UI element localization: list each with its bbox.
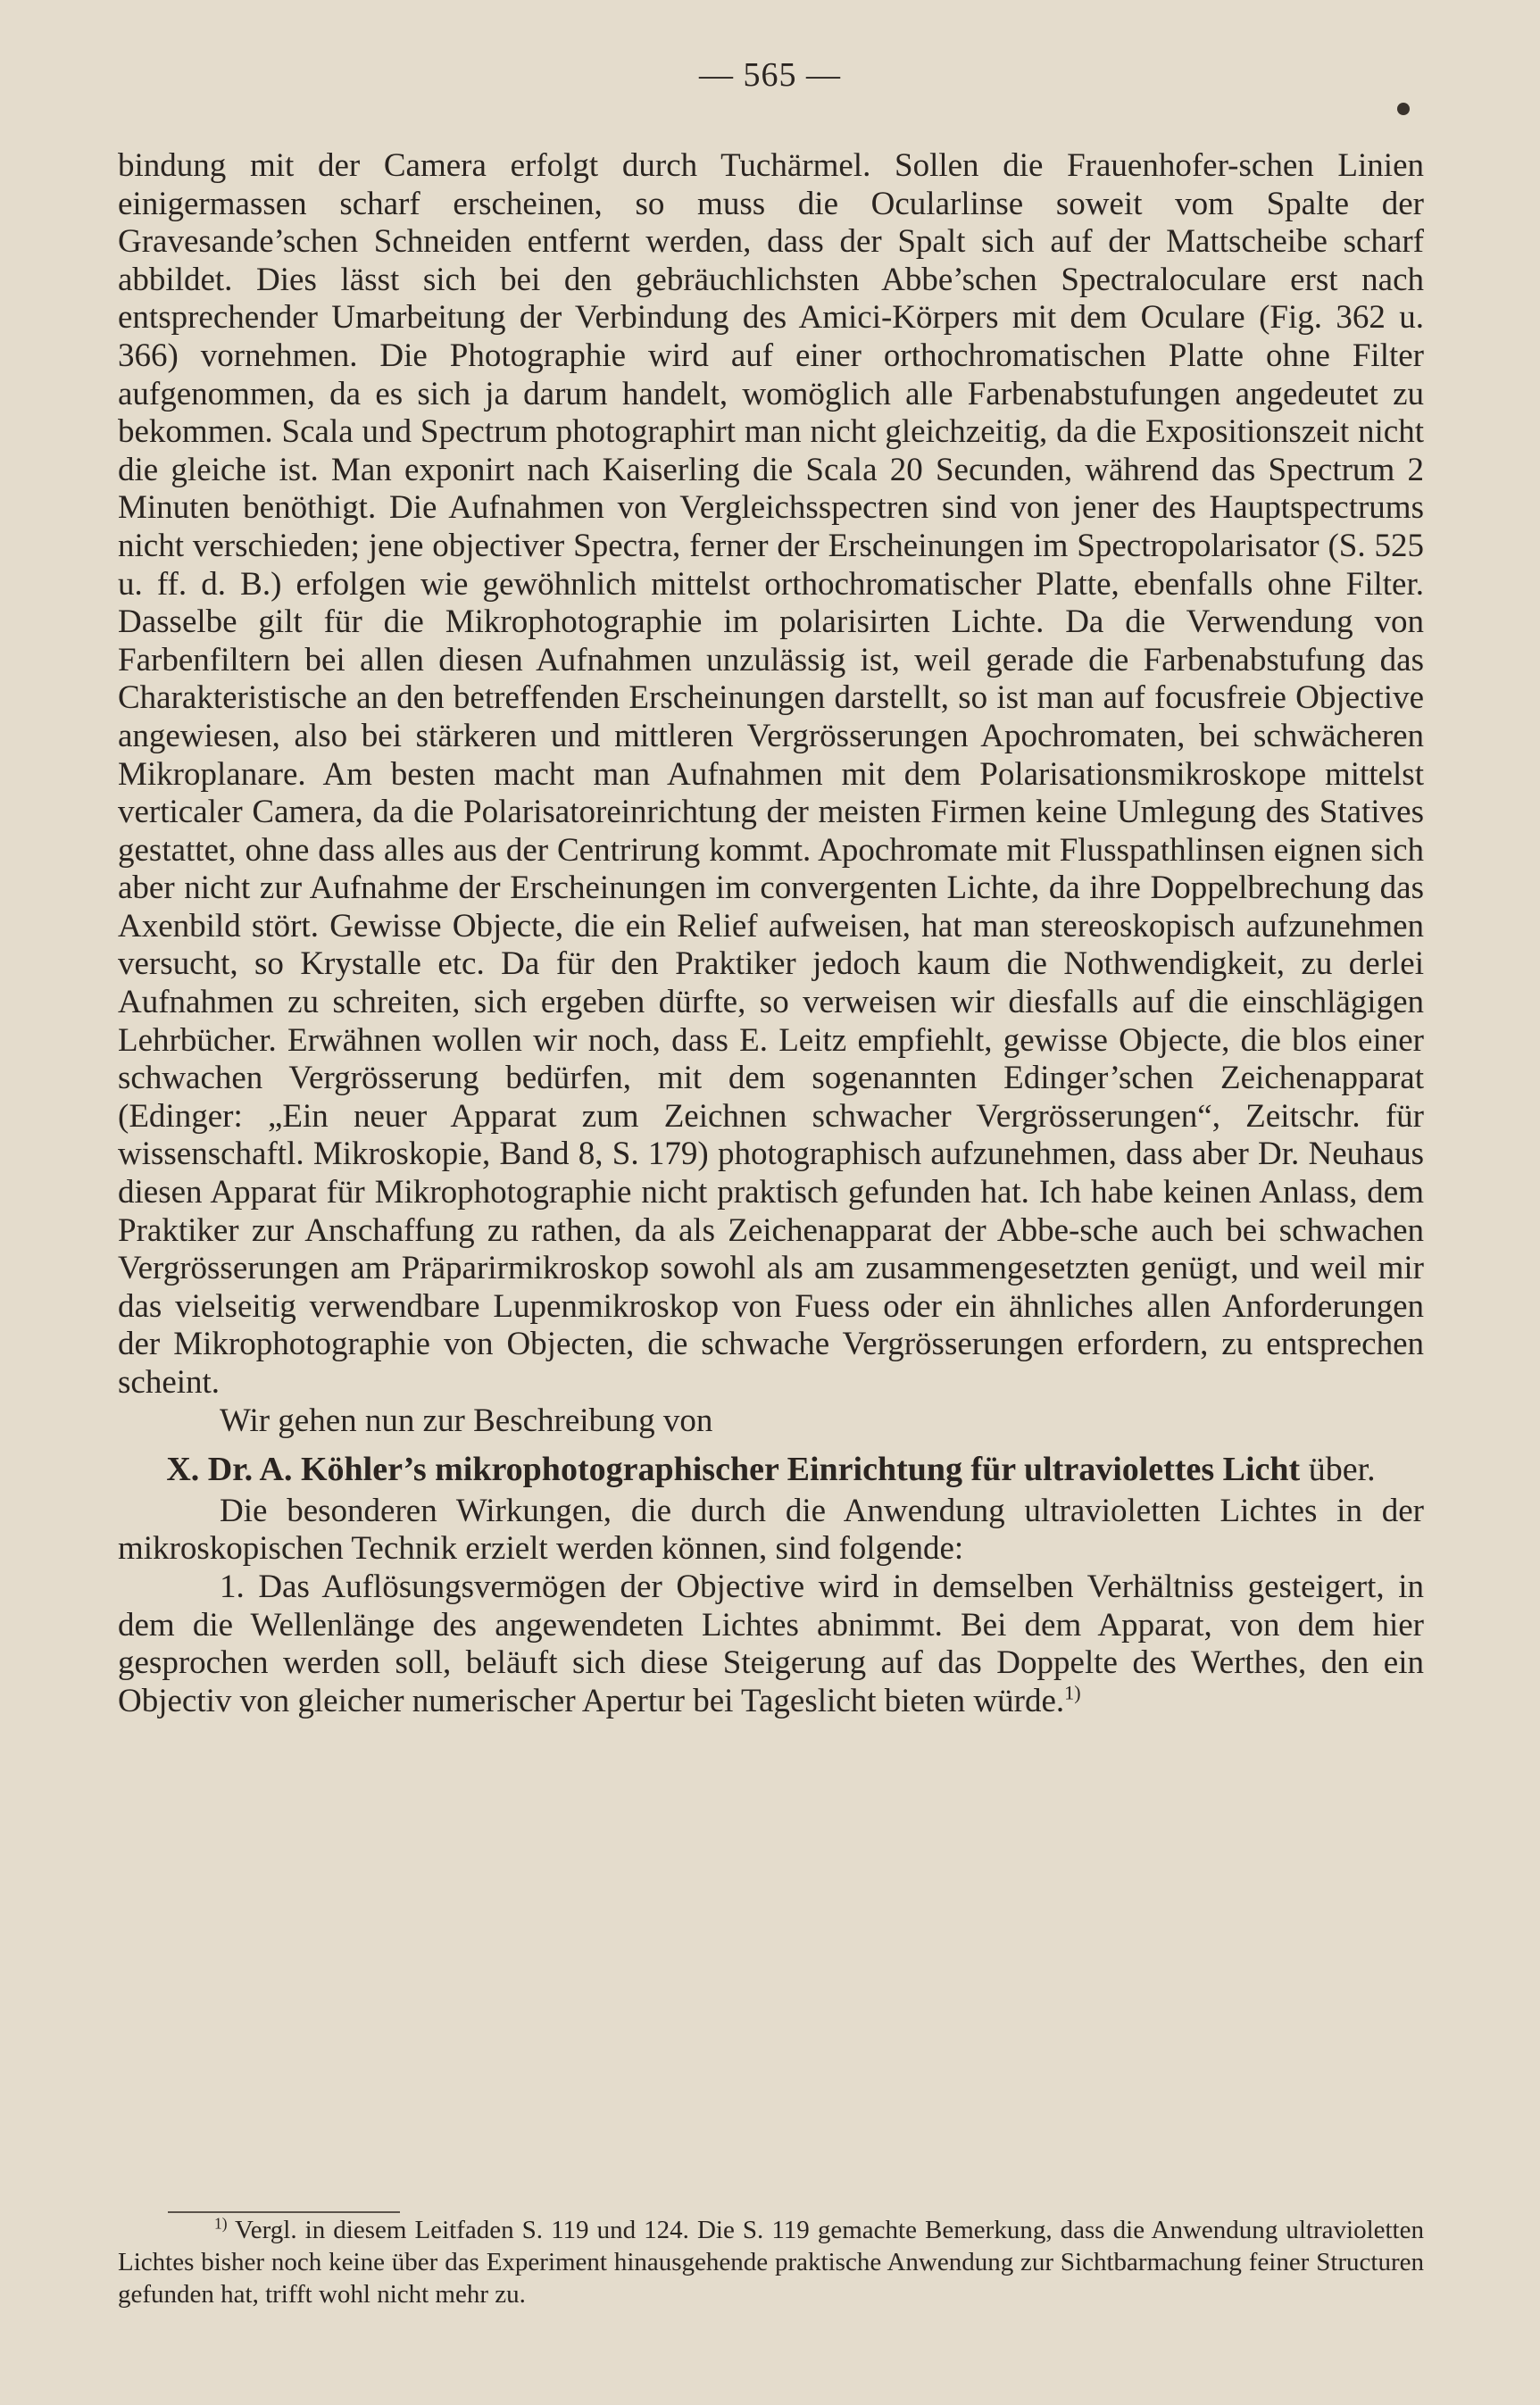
footnote-rule <box>168 2211 400 2213</box>
paragraph-item-1 <box>118 1569 1424 1720</box>
ink-dot <box>1397 103 1410 115</box>
paragraph-main: bindung mit der Camera erfolgt durch Tuchärmel. Sollen die Frauenhofer-schen Linien einigermassen scharf erscheinen, so muss die Ocularlinse soweit vom Spalte der Gravesande’schen Schneiden entfernt werden, dass der Spalt sich auf der Mattscheibe scharf abbildet. Dies lässt sich bei den gebräuchlichsten Abbe’schen Spectraloculare erst nach entsprechender Umarbeitung der Verbindung des Amici-Körpers mit dem Oculare (Fig. 362 u. 366) vornehmen. Die Photographie wird auf einer orthochromatischen Platte ohne Filter aufgenommen, da es sich ja darum handelt, womöglich alle Farbenabstufungen angedeutet zu bekommen. Scala und Spectrum photographirt man nicht gleichzeitig, da die Expositionszeit nicht die gleiche ist. Man exponirt nach Kaiserling die Scala 20 Secunden, während das Spectrum 2 Minuten benöthigt. Die Aufnahmen von Vergleichsspectren sind von jener des Hauptspectrums nicht verschieden; jene objectiver Spectra, ferner der Erscheinungen im Spectropolarisator (S. 525 u. ff. d. B.) erfolgen wie gewöhnlich mittelst orthochromatischer Platte, ebenfalls ohne Filter. Dasselbe gilt für die Mikrophotographie im polarisirten Lichte. Da die Verwendung von Farbenfiltern bei allen diesen Aufnahmen unzulässig ist, weil gerade die Farbenabstufung das Charakteristische an den betreffenden Erscheinungen darstellt, so ist man auf focusfreie Objective angewiesen, also bei stärkeren und mittleren Vergrösserungen Apochromaten, bei schwächeren Mikroplanare. Am besten macht man Aufnahmen mit dem Polarisationsmikroskope mittelst verticaler Camera, da die Polarisatoreinrichtung der meisten Firmen keine Umlegung des Statives gestattet, ohne dass alles aus der Centrirung kommt. Apochromate mit Flusspathlinsen eignen sich aber nicht zur Aufnahme der Erscheinungen im convergenten Lichte, da ihre Doppelbrechung das Axenbild stört. Gewisse Objecte, die ein Relief aufweisen, hat man stereoskopisch aufzunehmen versucht, so Krystalle etc. Da für den Praktiker jedoch kaum die Nothwendigkeit, zu derlei Aufnahmen zu schreiten, sich ergeben dürfte, so verweisen wir diesfalls auf die einschlägigen Lehrbücher. Erwähnen wollen wir noch, dass E. Leitz empfiehlt, gewisse Objecte, die blos einer schwachen Vergrösserung bedürfen, mit dem sogenannten Edinger’schen Zeichenapparat (Edinger: „Ein neuer Apparat zum Zeichnen schwacher Vergrösserungen“, Zeitschr. für wissenschaftl. Mikroskopie, Band 8, S. 179) photographisch aufzunehmen, dass aber Dr. Neuhaus diesen Apparat für Mikrophotographie nicht praktisch gefunden hat. Ich habe keinen Anlass, dem Praktiker zur Anschaffung zu rathen, da als Zeichenapparat der Abbe-sche auch bei schwachen Vergrösserungen am Präparirmikroskop sowohl als am zusammengesetzten genügt, und weil mir das vielseitig verwendbare Lupenmikroskop von Fuess oder ein ähnliches allen Anforderungen der Mikrophotographie von Objecten, die schwache Vergrösserungen erfordern, zu entsprechen scheint. <box>118 147 1424 1401</box>
section-heading-bold: X. Dr. A. Köhler’s mikrophotographischer Einrichtung für ultraviolettes Licht <box>166 1451 1301 1489</box>
footnote <box>118 2214 1424 2310</box>
body-text <box>118 147 1424 1720</box>
section-heading <box>118 1451 1424 1489</box>
footnote-mark: 1) <box>214 2214 228 2233</box>
paragraph-intro: Wir gehen nun zur Beschreibung von <box>220 1402 713 1439</box>
paragraph-effects: Die besonderen Wirkungen, die durch die Anwendung ultravioletten Lichtes in der mikroskopischen Technik erzielt werden können, sind folgende: <box>118 1492 1424 1568</box>
footnote-text: Vergl. in diesem Leitfaden S. 119 und 124. Die S. 119 gemachte Bemerkung, dass die Anwendung ultravioletten Lichtes bisher noch keine über das Experiment hinausgehende praktische Anwendung zur Sichtbarmachung feiner Structuren gefunden hat, trifft wohl nicht mehr zu. <box>118 2216 1424 2309</box>
page-number: — 565 — <box>699 56 841 94</box>
footnote-reference: 1) <box>1064 1681 1081 1704</box>
section-heading-rest: über. <box>1300 1451 1376 1489</box>
paragraph-item-1-text: 1. Das Auflösungsvermögen der Objective wird in demselben Verhältniss gesteigert, in dem die Wellenlänge des angewendeten Lichtes abnimmt. Bei dem Apparat, von dem hier gesprochen werden soll, beläuft sich diese Steigerung auf das Doppelte des Werthes, den ein Objectiv von gleicher numerischer Apertur bei Tageslicht bieten würde. <box>118 1568 1424 1719</box>
